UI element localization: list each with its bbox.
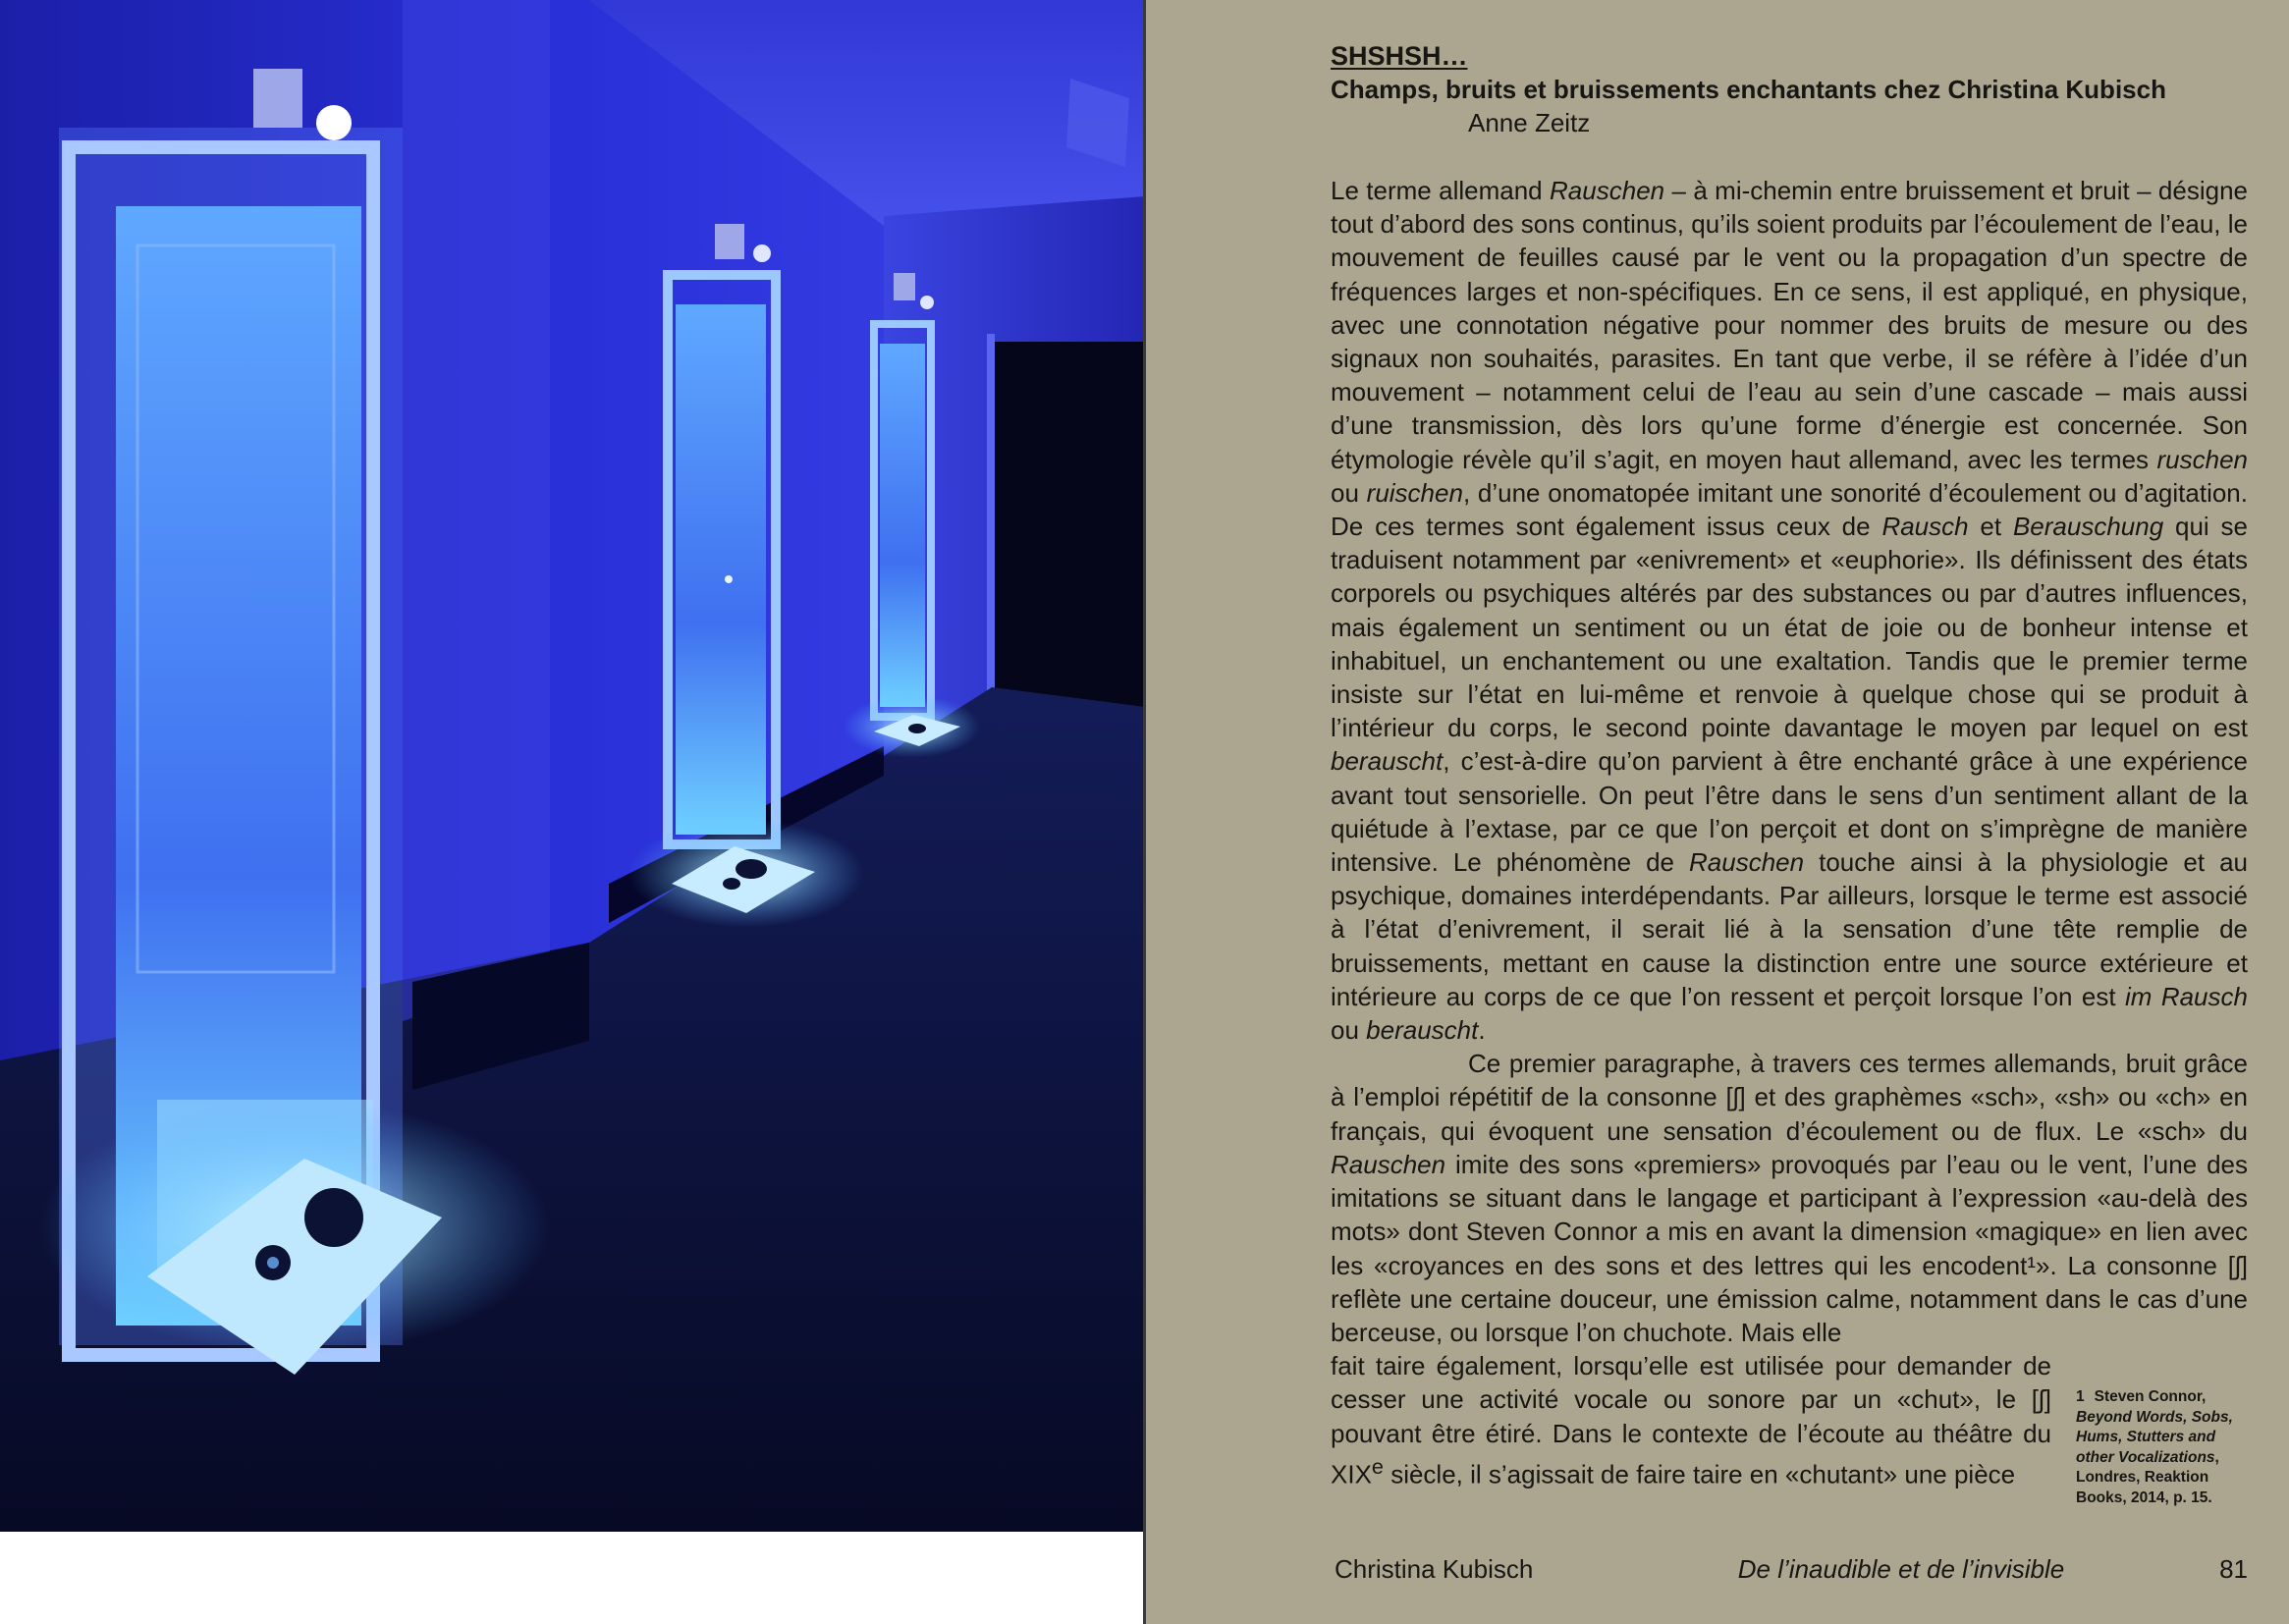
page-number: 81 <box>2219 1554 2248 1584</box>
door-3 <box>874 324 931 717</box>
paragraph-2-continued: fait taire également, lorsqu’elle est utilisée pour demander de cesser une activité vocale ou sonore par un «chut», le [ʃ] pouvant être étiré. Dans le contexte de l’écoute au théâtre du XIXe siècle, il s’agissait de faire taire en «chutant» une pièce <box>1331 1351 2051 1489</box>
article-kicker: SHSHSH… <box>1331 41 1468 71</box>
paragraph-2: Ce premier paragraphe, à travers ces termes allemands, bruit grâce à l’emploi répétitif de la consonne [ʃ] et des graphèmes «sch», «sh» ou «ch» en français, qui évoquent une sensation d’écoulement ou de flux. Le «sch» du Rauschen imite des sons «premiers» provoqués par l’eau ou le vent, l’une des imitations se situant dans le langage et participant à l’expression «au-delà des mots» dont Steven Connor a mis en avant la dimension «magique» en lien avec les «croyances en des sons et des lettres qui les encodent¹». La consonne [ʃ] reflète une certaine douceur, une émission calme, notamment dans le cas d’une berceuse, ou lorsque l’on chuchote. Mais elle <box>1331 1049 2248 1347</box>
footer-artist: Christina Kubisch <box>1335 1554 1534 1584</box>
left-page-margin <box>0 1532 1145 1624</box>
article-title: Champs, bruits et bruissements enchantants chez Christina Kubisch <box>1331 75 2166 104</box>
article-body <box>1331 174 2248 1491</box>
footnote <box>2076 1387 2248 1509</box>
article-author: Anne Zeitz <box>1468 108 1591 137</box>
footnote-text: Steven Connor, Beyond Words, Sobs, Hums, Stutters and other Vocalizations, Londres, Reaktion Books, 2014, p. 15. <box>2076 1388 2233 1506</box>
paragraph-1: Le terme allemand Rauschen – à mi-chemin entre bruissement et bruit – désigne tout d’abord des sons continus, qu’ils soient produits par l’écoulement de l’eau, le mouvement de feuilles causé par le vent ou la propagation d’un spectre de fréquences larges et non-spécifiques. En ce sens, il est appliqué, en physique, avec une connotation négative pour nommer des bruits de mesure ou des signaux non souhaités, parasites. En tant que verbe, il se réfère à l’idée d’un mouvement – notamment celui de l’eau au sein d’une cascade – mais aussi d’une transmission, dès lors qu’une forme d’énergie est concernée. Son étymologie révèle qu’il s’agit, en moyen haut allemand, avec les termes ruschen ou ruischen, d’une onomatopée imitant une sonorité d’écoulement ou d’agitation. De ces termes sont également issus ceux de Rausch et Berauschung qui se traduisent notamment par «enivrement» et «euphorie». Ils définissent des états corporels ou psychiques altérés par des substances ou par d’autres influences, mais également un sentiment ou un état de joie ou de bonheur intense et inhabituel, un enchantement ou une exaltation. Tandis que le premier terme insiste sur l’état en lui-même et renvoie à quelque chose qui se produit à l’intérieur du corps, le second pointe davantage le moyen par lequel on est berauscht, c’est-à-dire qu’on parvient à être enchanté grâce à une expérience avant tout sensorielle. On peut l’être dans le sens d’un sentiment allant de la quiétude à l’extase, par ce que l’on perçoit et dont on s’imprègne de manière intensive. Le phénomène de Rauschen touche ainsi à la physiologie et au psychique, domaines interdépendants. Par ailleurs, lorsque le terme est associé à l’état d’enivrement, il serait lié à la sensation d’une tête remplie de bruissements, mettant en cause la distinction entre une source extérieure et intérieure au corps de ce que l’on ressent et perçoit lorsque l’on est im Rausch ou berauscht. <box>1331 176 2249 1046</box>
footer-book-title: De l’inaudible et de l’invisible <box>1737 1554 2065 1584</box>
door-2 <box>668 275 776 844</box>
page-gutter <box>1143 0 1146 1624</box>
footnote-number: 1 <box>2076 1388 2085 1405</box>
corridor-photo-image <box>0 0 1145 1532</box>
corridor-photo <box>0 0 1145 1532</box>
text-page <box>1145 0 2289 1624</box>
